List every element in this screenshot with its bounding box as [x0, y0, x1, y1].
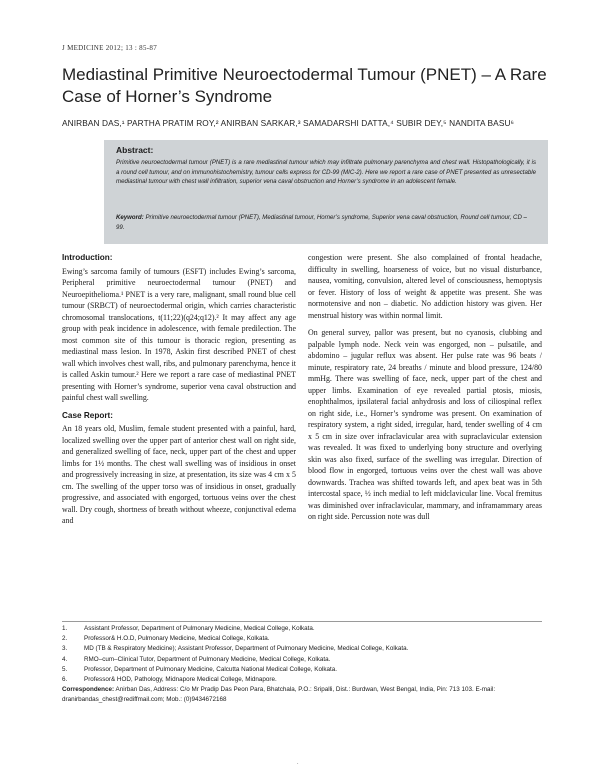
- introduction-heading: Introduction:: [62, 253, 113, 262]
- right-column: [308, 252, 542, 529]
- keyword-list: Primitive neuroectodermal tumour (PNET), Mediastinal tumour, Horner’s syndrome, Superior vena caval obstruction, Round cell tumour, CD – 99.: [116, 214, 527, 231]
- left-column: [62, 252, 296, 533]
- case-report-heading: Case Report:: [62, 410, 113, 420]
- footnotes: [62, 624, 542, 706]
- abstract-text: Primitive neuroectodermal tumour (PNET) is a rare mediastinal tumour which may infiltrate pulmonary parenchyma and chest wall. Histopathologically, it is a round cell tumour, and on immunohistochemistry, tumour cells express for CD-99 (MIC-2). Here we report a rare case of PNET presented as unresectable mediastinal tumour with chest wall infiltration, superior vena caval obstruction and Horner’s syndrome in an adolescent female.: [116, 159, 536, 186]
- abstract-heading: Abstract:: [116, 145, 154, 155]
- footnote: 3. MD (TB & Respiratory Medicine); Assistant Professor, Department of Pulmonary Medicine, Medical College, Kolkata.: [62, 645, 409, 653]
- case-report-paragraph: An 18 years old, Muslim, female student presented with a painful, hard, localized swelling over the upper part of anterior chest wall on right side, and generalized swelling of face, neck, upper part of the chest and upper limbs for 1½ months. The chest wall swelling was of insidious in onset and progressively increasing in size, at presentation, its size was 4 cm x 5 cm. The swelling of the upper torso was of insidious in onset, gradually progressive, and associated with engorged, tortuous veins over the chest wall. Dry cough, shortness of breath without wheeze, conjunctival edema and: [62, 424, 296, 525]
- footnote: 6. Professor& HOD, Pathology, Midnapore Medical College, Midnapore.: [62, 676, 277, 684]
- footnote: 5. Professor, Department of Pulmonary Medicine, Calcutta National Medical College, Kolkata.: [62, 665, 338, 673]
- footnote-divider: [62, 621, 542, 622]
- correspondence-label: Correspondence:: [62, 686, 115, 694]
- page-mark: .: [297, 760, 299, 766]
- footnote: 2. Professor& H.O.D, Pulmonary Medicine, Medical College, Kolkata.: [62, 635, 270, 643]
- correspondence: [62, 685, 542, 705]
- author-list: ANIRBAN DAS,¹ PARTHA PRATIM ROY,² ANIRBAN SARKAR,³ SAMADARSHI DATTA,⁴ SUBIR DEY,⁵ NANDITA BASU⁶: [62, 118, 515, 128]
- history-paragraph: congestion were present. She also complained of frontal headache, difficulty in swelling, hoarseness of voice, but no visual disturbance, nausea, vomiting, convulsion, altered level of consciousness, hemoptysis or fever. History of loss of weight & appetite was present. She was normotensive and non – diabetic. No addiction history was given. Her menstrual history was within normal limit.: [308, 253, 542, 320]
- article-title: Mediastinal Primitive Neuroectodermal Tumour (PNET) – A Rare Case of Horner’s Syndrome: [62, 65, 547, 106]
- correspondence-text: Anirban Das, Address: C/o Mr Pradip Das Peon Para, Bhatchala, P.O.: Sripalli, Dist.: Burdwan, West Bengal, India, Pin: 713 103. E-mail: dranirbandas_chest@rediffmail.com; Mob.: (0)9434672168: [62, 686, 496, 704]
- footnote: 1. Assistant Professor, Department of Pulmonary Medicine, Medical College, Kolkata.: [62, 625, 315, 632]
- examination-paragraph: On general survey, pallor was present, but no cyanosis, clubbing and palpable lymph node. Neck vein was engorged, non – pulsatile, and abdomino – jugular reflux was absent. Her pulse rate was 96 beats / minute, respiratory rate, 24 breaths / minute and blood pressure, 124/80 mmHg. There was swelling of face, neck, upper part of the chest and upper limbs. Examination of eye revealed partial ptosis, miosis, enophthalmos, ipsilateral facial anhydrosis and loss of ciliospinal reflex on right side, i.e., Horner’s syndrome was present. On examination of respiratory system, a right sided, irregular, hard, tender swelling of 4 cm x 5 cm in size over infraclavicular area with supraclavicular extension was revealed. It was fixed to underlying bony structure and overlying skin was also fixed, surface of the swelling was irregular. Direction of blood flow in engorged, tortuous veins over the chest wall was above downwards. Trachea was shifted towards left, and apex beat was in 5th intercostal space, ½ inch medial to left midclavicular line. Vocal fremitus was diminished over infraclavicular, mammary, and inframammary areas on right side. Percussion note was dull: [308, 328, 542, 521]
- journal-header: J MEDICINE 2012; 13 : 85-87: [62, 44, 158, 52]
- abstract-box: [104, 140, 548, 244]
- keyword-label: Keyword:: [116, 214, 144, 221]
- introduction-paragraph: Ewing’s sarcoma family of tumours (ESFT) includes Ewing’s sarcoma, Peripheral primitive neuroectodermal tumour (PNET) and Neuroepithelioma.¹ PNET is a very rare, malignant, small round blue cell tumour (SRBCT) of neuroectodermal origin, which carries characteristic chromosomal translocations, t(11;22)(q24;q12).² It may affect any age group with peak incidence in adolescence, with female predilection. The most common site of this tumour is thoracic region, presenting as mediastinal mass lesion. In 1978, Askin first described PNET of chest wall which involves chest wall, ribs, and pulmonary parenchyma, hence it is called Askin tumour.² Here we report a rare case of mediastinal PNET presenting with Horner’s syndrome, superior vena caval obstruction and painful chest wall swelling.: [62, 266, 296, 402]
- keywords: [116, 213, 536, 232]
- footnote: 4. RMO–cum–Clinical Tutor, Department of Pulmonary Medicine, Medical College, Kolkata.: [62, 655, 331, 663]
